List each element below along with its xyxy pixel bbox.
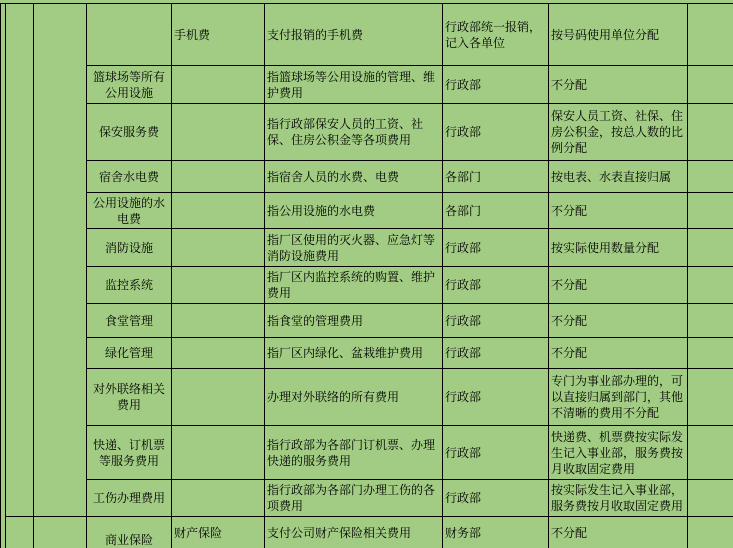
cell-r3-department[interactable]: 行政部	[442, 103, 548, 160]
cell-r1-department[interactable]: 行政部统一报销，记入各单位	[442, 3, 548, 65]
cell-r8-subitem[interactable]	[171, 303, 264, 337]
cell-r2-department[interactable]: 行政部	[442, 65, 548, 103]
cell-r4-allocation[interactable]: 按电表、水表直接归属	[548, 160, 687, 192]
cell-r9-allocation[interactable]: 不分配	[548, 337, 687, 368]
cell-r2-trailing[interactable]	[687, 65, 733, 103]
cell-r7-allocation[interactable]: 不分配	[548, 266, 687, 303]
cell-r3-subitem[interactable]	[171, 103, 264, 160]
cell-r9-trailing[interactable]	[687, 337, 733, 368]
cell-r3-category[interactable]: 保安服务费	[86, 103, 171, 160]
cell-r13-trailing[interactable]	[687, 516, 733, 548]
cell-r4-subitem[interactable]	[171, 160, 264, 192]
cell-r12-allocation[interactable]: 按实际发生记入事业部，服务费按月收取固定费用	[548, 479, 687, 516]
cell-r13-description[interactable]: 支付公司财产保险相关费用	[264, 516, 442, 548]
cell-r9-description[interactable]: 指厂区内绿化、盆栽维护费用	[264, 337, 442, 368]
cell-r10-category[interactable]: 对外联络相关费用	[86, 368, 171, 425]
cell-r9-subitem[interactable]	[171, 337, 264, 368]
cell-r9-category[interactable]: 绿化管理	[86, 337, 171, 368]
cell-r2-description[interactable]: 指篮球场等公用设施的管理、维护费用	[264, 65, 442, 103]
cell-r8-category[interactable]: 食堂管理	[86, 303, 171, 337]
cell-r12-description[interactable]: 指行政部为各部门办理工伤的各项费用	[264, 479, 442, 516]
cell-r8-trailing[interactable]	[687, 303, 733, 337]
cell-r6-subitem[interactable]	[171, 228, 264, 266]
cell-r5-trailing[interactable]	[687, 192, 733, 228]
cell-col-b-lower[interactable]	[5, 516, 33, 548]
cell-r4-trailing[interactable]	[687, 160, 733, 192]
cell-r3-trailing[interactable]	[687, 103, 733, 160]
cell-r5-allocation[interactable]: 不分配	[548, 192, 687, 228]
cell-r10-subitem[interactable]	[171, 368, 264, 425]
cell-r12-trailing[interactable]	[687, 479, 733, 516]
cell-r12-subitem[interactable]	[171, 479, 264, 516]
cell-r3-allocation[interactable]: 保安人员工资、社保、住房公积金，按总人数的比例分配	[548, 103, 687, 160]
cell-r11-allocation[interactable]: 快递费、机票费按实际发生记入事业部，服务费按月收取固定费用	[548, 425, 687, 479]
cell-r2-subitem[interactable]	[171, 65, 264, 103]
cell-r2-category[interactable]: 篮球场等所有公用设施	[86, 65, 171, 103]
cell-r5-department[interactable]: 各部门	[442, 192, 548, 228]
cell-r7-subitem[interactable]	[171, 266, 264, 303]
cell-r9-department[interactable]: 行政部	[442, 337, 548, 368]
cell-r12-department[interactable]: 行政部	[442, 479, 548, 516]
cell-r7-department[interactable]: 行政部	[442, 266, 548, 303]
cell-r4-description[interactable]: 指宿舍人员的水费、电费	[264, 160, 442, 192]
cell-r11-description[interactable]: 指行政部为各部门订机票、办理快递的服务费用	[264, 425, 442, 479]
cell-r8-department[interactable]: 行政部	[442, 303, 548, 337]
cell-r13-category[interactable]: 商业保险	[86, 516, 171, 548]
cell-r4-department[interactable]: 各部门	[442, 160, 548, 192]
cell-r7-trailing[interactable]	[687, 266, 733, 303]
cell-r1-category[interactable]	[86, 3, 171, 65]
cell-r13-allocation[interactable]: 不分配	[548, 516, 687, 548]
cell-r6-category[interactable]: 消防设施	[86, 228, 171, 266]
cell-r6-description[interactable]: 指厂区使用的灭火器、应急灯等消防设施费用	[264, 228, 442, 266]
cell-r7-category[interactable]: 监控系统	[86, 266, 171, 303]
cell-r1-description[interactable]: 支付报销的手机费	[264, 3, 442, 65]
cell-r11-trailing[interactable]	[687, 425, 733, 479]
cell-r7-description[interactable]: 指厂区内监控系统的购置、维护费用	[264, 266, 442, 303]
cell-r5-category[interactable]: 公用设施的水电费	[86, 192, 171, 228]
cell-r8-description[interactable]: 指食堂的管理费用	[264, 303, 442, 337]
cell-r11-subitem[interactable]	[171, 425, 264, 479]
cell-col-c-upper[interactable]	[33, 3, 86, 516]
cell-r4-category[interactable]: 宿舍水电费	[86, 160, 171, 192]
cell-r10-trailing[interactable]	[687, 368, 733, 425]
cell-r10-description[interactable]: 办理对外联络的所有费用	[264, 368, 442, 425]
cell-r12-category[interactable]: 工伤办理费用	[86, 479, 171, 516]
cell-r2-allocation[interactable]: 不分配	[548, 65, 687, 103]
cell-r6-department[interactable]: 行政部	[442, 228, 548, 266]
cell-r1-subitem[interactable]: 手机费	[171, 3, 264, 65]
cell-r5-subitem[interactable]	[171, 192, 264, 228]
cell-r11-department[interactable]: 行政部	[442, 425, 548, 479]
cell-r3-description[interactable]: 指行政部保安人员的工资、社保、住房公积金等各项费用	[264, 103, 442, 160]
cell-r10-allocation[interactable]: 专门为事业部办理的，可以直接归属到部门，其他不清晰的费用不分配	[548, 368, 687, 425]
cell-col-c-lower[interactable]	[33, 516, 86, 548]
cell-r1-trailing[interactable]	[687, 3, 733, 65]
cell-r13-subitem[interactable]: 财产保险	[171, 516, 264, 548]
cell-r5-description[interactable]: 指公用设施的水电费	[264, 192, 442, 228]
cell-r10-department[interactable]: 行政部	[442, 368, 548, 425]
cell-r6-allocation[interactable]: 按实际使用数量分配	[548, 228, 687, 266]
cell-r13-department[interactable]: 财务部	[442, 516, 548, 548]
cell-r6-trailing[interactable]	[687, 228, 733, 266]
cell-r1-allocation[interactable]: 按号码使用单位分配	[548, 3, 687, 65]
cell-r11-category[interactable]: 快递、订机票等服务费用	[86, 425, 171, 479]
cell-col-b-upper[interactable]	[5, 3, 33, 516]
cell-r8-allocation[interactable]: 不分配	[548, 303, 687, 337]
